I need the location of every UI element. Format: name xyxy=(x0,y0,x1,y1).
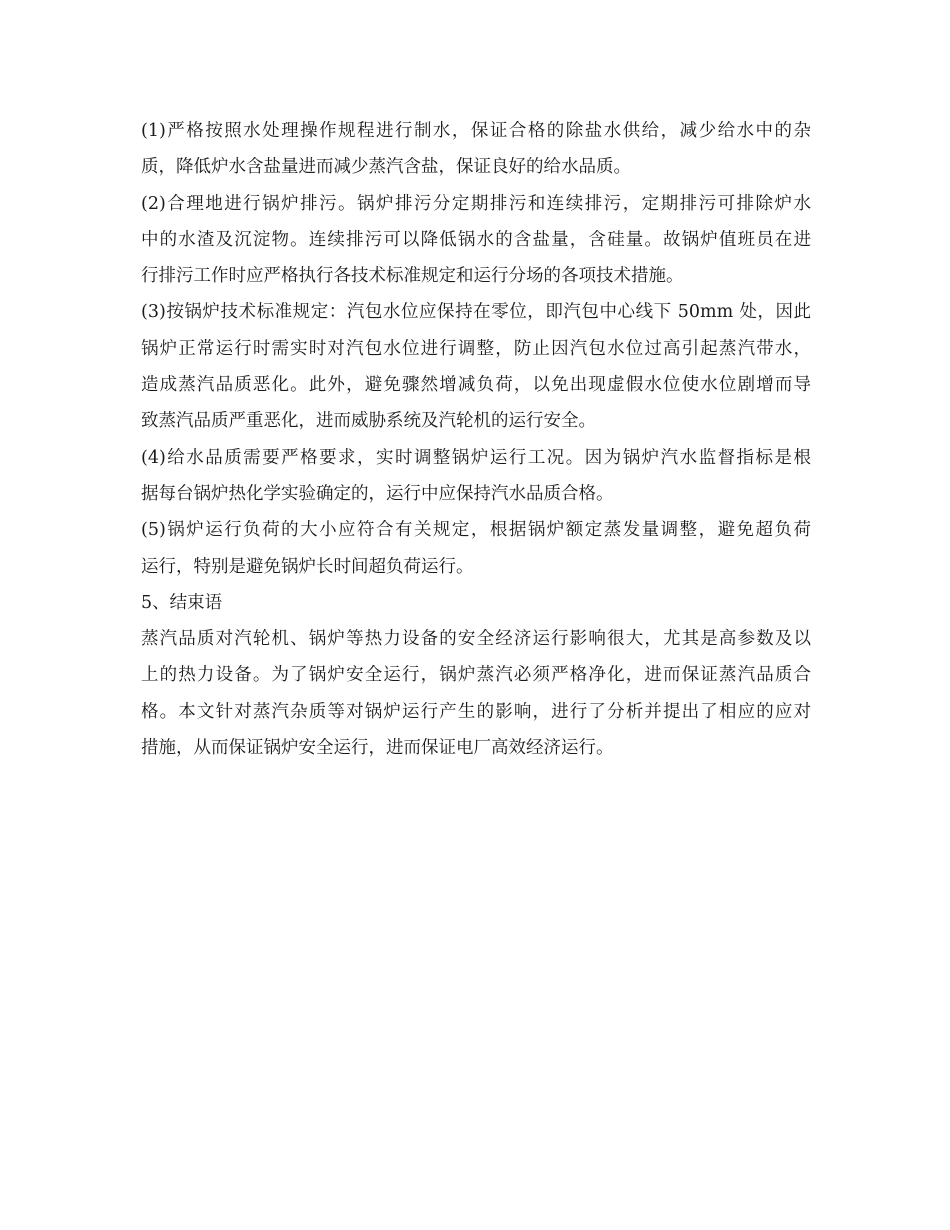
paragraph-4-line-1: (4)给水品质需要严格要求，实时调整锅炉运行工况。因为锅炉汽水监督指标是根 xyxy=(141,447,811,468)
paragraph-5-line-1: (5)锅炉运行负荷的大小应符合有关规定，根据锅炉额定蒸发量调整，避免超负荷 xyxy=(141,520,811,541)
paragraph-4-line-2: 据每台锅炉热化学实验确定的，运行中应保持汽水品质合格。 xyxy=(141,483,614,504)
paragraph-3-line-3: 造成蒸汽品质恶化。此外，避免骤然增减负荷，以免出现虚假水位使水位剧增而导 xyxy=(141,375,811,396)
paragraph-5-line-2: 运行，特别是避免锅炉长时间超负荷运行。 xyxy=(141,556,474,577)
section-heading: 5、结束语 xyxy=(141,592,223,613)
paragraph-1 xyxy=(141,113,811,186)
paragraph-3-line-1: (3)按锅炉技术标准规定：汽包水位应保持在零位，即汽包中心线下 50mm 处，因此 xyxy=(141,302,811,323)
document-page xyxy=(141,113,811,766)
conclusion-line-3: 格。本文针对蒸汽杂质等对锅炉运行产生的影响，进行了分析并提出了相应的应对 xyxy=(141,701,811,722)
paragraph-5 xyxy=(141,512,811,585)
conclusion-line-1: 蒸汽品质对汽轮机、锅炉等热力设备的安全经济运行影响很大，尤其是高参数及以 xyxy=(141,629,811,650)
paragraph-3-line-2: 锅炉正常运行时需实时对汽包水位进行调整，防止因汽包水位过高引起蒸汽带水， xyxy=(141,338,811,359)
conclusion-line-2: 上的热力设备。为了锅炉安全运行，锅炉蒸汽必须严格净化，进而保证蒸汽品质合 xyxy=(141,665,811,686)
paragraph-3 xyxy=(141,294,811,439)
conclusion-line-4: 措施，从而保证锅炉安全运行，进而保证电厂高效经济运行。 xyxy=(141,738,614,759)
paragraph-1-line-2: 质，降低炉水含盐量进而减少蒸汽含盐，保证良好的给水品质。 xyxy=(141,157,631,178)
paragraph-2-line-2: 中的水渣及沉淀物。连续排污可以降低锅水的含盐量，含硅量。故锅炉值班员在进 xyxy=(141,229,811,250)
paragraph-2-line-1: (2)合理地进行锅炉排污。锅炉排污分定期排污和连续排污，定期排污可排除炉水 xyxy=(141,193,811,214)
paragraph-3-line-4: 致蒸汽品质严重恶化，进而威胁系统及汽轮机的运行安全。 xyxy=(141,411,596,432)
conclusion-paragraph xyxy=(141,621,811,766)
paragraph-2-line-3: 行排污工作时应严格执行各技术标准规定和运行分场的各项技术措施。 xyxy=(141,266,684,287)
paragraph-4 xyxy=(141,440,811,513)
paragraph-2 xyxy=(141,186,811,295)
paragraph-1-line-1: (1)严格按照水处理操作规程进行制水，保证合格的除盐水供给，减少给水中的杂 xyxy=(141,121,811,141)
